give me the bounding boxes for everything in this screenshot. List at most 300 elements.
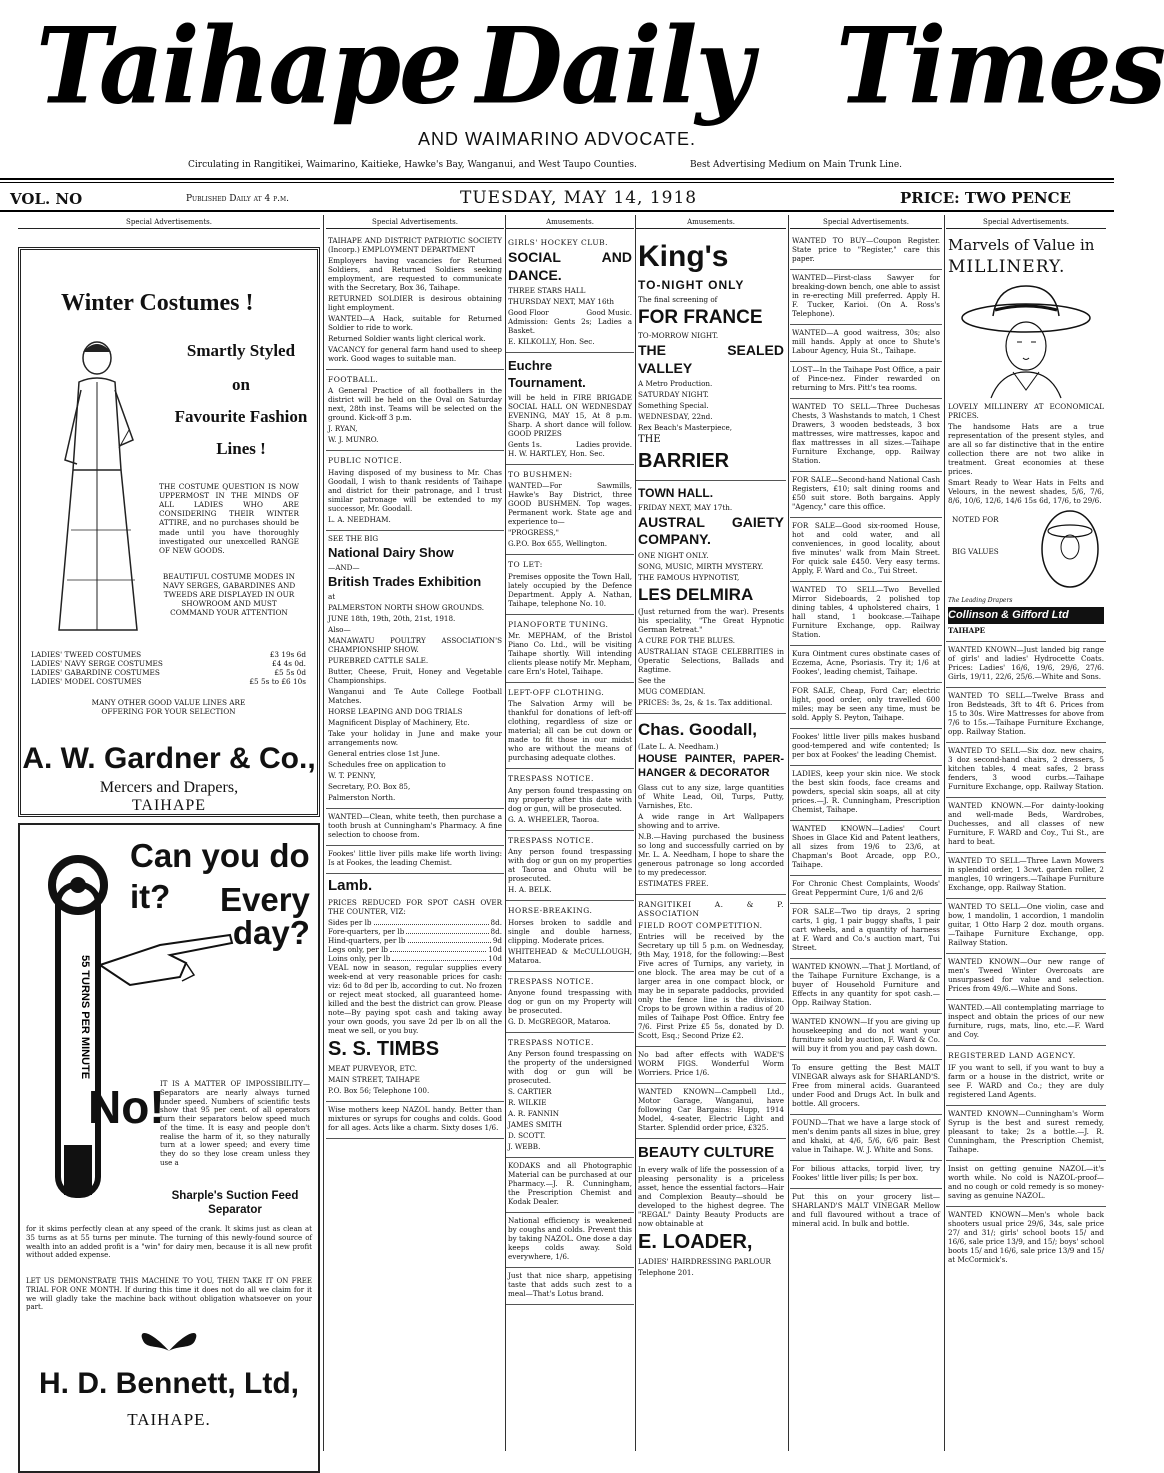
ad-heading: HOUSE PAINTER, PAPER-HANGER & DECORATOR [638, 753, 784, 779]
ad-text: WEDNESDAY, 22nd. [638, 412, 713, 422]
ad-text: WANTED—First-class Sawyer for breaking-down bench, one able to assist in re-erecting Mill preferred. Apply H. F. Tucker, Karioi. (On A. Ross's Telephone). [792, 273, 940, 318]
price-row: LADIES' GABARDINE COSTUMES £5 5s 0d [31, 668, 306, 678]
ad-tagline: Lines ! [216, 439, 266, 458]
column-heading: Special Advertisements. [790, 215, 942, 229]
rangitikei-ap-ad [636, 895, 786, 1047]
ad-text: P.O. Box 56; Telephone 100. [328, 1086, 430, 1095]
masthead-title-taihape: Taihape [36, 4, 461, 128]
classified-ad [946, 1000, 1106, 1046]
ad-text: Entries will be received by the Secretary up till 5 p.m. on Wednesday, 9th May, 1918, for the following:—Best Five acres of Turnips, any variety, in one block. The area may be cut of a larger area in one compact block, or may be in separate paddocks, provided only the fence line is the division. Crops to be grown within a radius of 20 miles of Taihape Post Office. Entry fee 7/6. First Prize £5 5s, donated by D. Scott, Esq.; Second Prize £2. [638, 931, 784, 1040]
ad-text: ESTIMATES FREE. [638, 878, 709, 888]
ad-tagline: Smartly Styled [186, 341, 296, 360]
column-divider [788, 215, 789, 1451]
ad-text: Fookes' little liver pills make life worth living: Is at Fookes, the leading Chemist. [328, 849, 502, 868]
costume-price-list [31, 650, 306, 686]
ad-text: Horses broken to saddle and single and double harness, clipping. Moderate prices. [508, 917, 632, 945]
ad-text: THURSDAY NEXT, MAY 16th [508, 297, 615, 307]
ad-text: WANTED KNOWN.—For dainty-looking and well-made Beds, Wardrobes, Duchesses, and all classes of new Furniture, F. WARD and Coy., Tui St., are hard to beat. [948, 801, 1104, 847]
classified-ad [946, 743, 1106, 798]
column-2 [326, 215, 504, 1451]
piano-tuning-ad [506, 615, 634, 683]
film-title: BARRIER [638, 449, 730, 472]
price-row: Loins only, per lb 10d [328, 954, 502, 963]
ad-text-row: Gents 1s. Ladies provide. [508, 439, 632, 449]
noted-for-block [948, 507, 1104, 597]
ad-text: Also— [328, 625, 351, 635]
public-notice-ad [326, 451, 504, 530]
millinery-ad [946, 233, 1106, 642]
ad-signature: JAMES SMITH [508, 1120, 563, 1130]
ad-text: General entries close 1st June. [328, 749, 440, 759]
ad-text: WANTED—For Sawmills, Hawke's Bay District, three GOOD BUSHMEN. Top wages. Permanent work. State age and experience to— [508, 481, 632, 527]
ad-text: The Salvation Army will be thankful for donations of left-off clothing, regardless of size or material; all can be cut down or made to fit those in our midst who are without the means of purchasing adequate clothes. [508, 699, 632, 763]
advertiser-town: TAIHAPE. [127, 1410, 211, 1429]
classified-ad [946, 1207, 1106, 1270]
ad-signature: "PROGRESS," [508, 528, 559, 538]
ad-heading: TOWN HALL. [638, 485, 714, 500]
ad-text: WANTED—A good waitress, 30s; also mill hands. Apply at once to Shute's Labour Agency, Huia St., Taihape. [792, 328, 940, 355]
ad-heading: FIELD ROOT COMPETITION. [638, 920, 763, 930]
ad-text: Wise mothers keep NAZOL handy. Better than mixtures or syrups for coughs and colds. Good for all ages. Acts like a charm. Sixty doses 1/6. [328, 1105, 502, 1132]
ad-text: For Chronic Chest Complaints, Woods' Great Peppermint Cure, 1/6 and 2/6 [792, 879, 940, 897]
svg-text:55 TURNS PER MINUTE: 55 TURNS PER MINUTE [79, 955, 91, 1080]
ad-text: Just that nice sharp, appetising taste that adds such zest to a meal—That's Lotus brand. [508, 1271, 632, 1299]
circulation-line: Circulating in Rangitikei, Waimarino, Kaitieke, Hawke's Bay, Wanganui, and West Taupo Counties. [188, 160, 637, 170]
patriotic-society-ad [326, 233, 504, 370]
ad-text: Any person found trespassing on my property after this date with dog or gun, will be prosecuted. [508, 785, 632, 813]
lamb-ad [326, 874, 504, 1102]
ad-signature: R. WILKIE [508, 1098, 547, 1108]
ad-text: MANAWATU POULTRY ASSOCIATION'S CHAMPIONSHIP SHOW. [328, 636, 502, 655]
football-ad [326, 370, 504, 451]
ad-text: Admission: Gents 2s; Ladies a Basket. [508, 317, 632, 336]
ad-heading: TRESPASS NOTICE. [508, 774, 594, 784]
column-heading: Special Advertisements. [326, 215, 504, 229]
hat-lady-illustration [951, 280, 1101, 400]
lady-portrait-icon [1040, 509, 1100, 589]
ad-body: IT IS A MATTER OF IMPOSSIBILITY—Separators are nearly always turned under speed. Numbers of scientific tests show that 95 per cent. of all operators turn their separators below speed much of the time. It is easy and people don't realise the harm of it, so they naturally turn at a lower speed; and every time they do so they lose cream unless they use a [160, 1080, 310, 1167]
classified-ad [946, 954, 1106, 1000]
advertiser-town: TAIHAPE [948, 626, 986, 636]
ad-text: WANTED—A Hack, suitable for Returned Soldier to ride to work. [328, 314, 502, 332]
price-row: LADIES' NAVY SERGE COSTUMES £4 4s 0d. [31, 659, 306, 669]
ad-text: NOTED FOR [952, 515, 999, 524]
ad-body-modes: BEAUTIFUL COSTUME MODES IN NAVY SERGES, GABARDINES AND TWEEDS ARE DISPLAYED IN OUR SHOWROOM AND MUST COMMAND YOUR ATTENTION [162, 572, 296, 618]
classified-ad [790, 362, 942, 399]
ad-text: THREE STARS HALL [508, 286, 586, 296]
ad-signature: D. SCOTT. [508, 1131, 546, 1141]
kodaks-ad [506, 1158, 634, 1213]
ad-headline: Can you do it? [130, 837, 310, 916]
campbell-garage-ad [636, 1084, 786, 1139]
ad-text: In every walk of life the possession of a pleasing personality is a priceless asset, hence the essential factors—Hair and Complexion Beauty—should be developed to the highest degree. The "REGAL" Dainty Beauty Products are now obtainable at [638, 1164, 784, 1228]
ad-text: Magnificent Display of Machinery, Etc. [328, 718, 470, 728]
column-divider [323, 215, 324, 1451]
masthead [0, 0, 1164, 186]
ad-heading: TRESPASS NOTICE. [508, 835, 594, 845]
fookes-ad [326, 846, 504, 874]
classified-ad [790, 683, 942, 729]
classified-ad [790, 646, 942, 683]
ad-text: N.B.—Having purchased the business so long and successfully carried on by Mr. L. A. Needham, I hope to share the generous patronage so long accorded to my predecessor. [638, 831, 784, 877]
classified-ad [946, 642, 1106, 688]
ad-signature: L. A. NEEDHAM. [328, 514, 391, 524]
separator-crank-illustration [30, 845, 140, 1205]
column-1 [18, 215, 320, 1451]
ad-text: A wide range in Art Wallpapers showing and to arrive. [638, 811, 784, 830]
ad-text: LOST—In the Taihape Post Office, a pair of Pince-nez. Finder rewarded on returning to Mrs. Pitt's tea rooms. [792, 365, 940, 392]
ad-heading: REGISTERED LAND AGENCY. [948, 1051, 1076, 1061]
goodall-painter-ad [636, 714, 786, 895]
ad-heading: HORSE-BREAKING. [508, 906, 593, 916]
price-row: LADIES' TWEED COSTUMES £3 19s 6d [31, 650, 306, 659]
ad-headline: Marvels of Value in [948, 236, 1095, 254]
ad-signature: H. A. BELK. [508, 885, 552, 895]
performer-name: LES DELMIRA [638, 584, 754, 604]
ad-text: WANTED KNOWN.—That J. Mortland, of the Taihape Furniture Exchange, is a buyer of Household Furniture and Effects in any quantity for spot cash.—Opp. Railway Station. [792, 962, 940, 1007]
issue-date: TUESDAY, MAY 14, 1918 [460, 188, 698, 208]
advertiser-name: S. S. TIMBS [328, 1038, 440, 1060]
hockey-dance-ad [506, 233, 634, 353]
published-daily: Published Daily at 4 p.m. [186, 194, 289, 204]
ad-signature: J. RYAN, [328, 424, 358, 434]
town-hall-ad [636, 481, 786, 714]
ad-text: Anyone found trespassing with dog or gun on my Property will be prosecuted. [508, 987, 632, 1015]
ad-no: No! [88, 1081, 165, 1133]
classified-ad [946, 688, 1106, 743]
ad-text: SONG, MUSIC, MIRTH MYSTERY. [638, 561, 764, 571]
ad-text: FOR SALE—Good six-roomed House, hot and cold water, and all conveniences, in good locality, about five minutes' walk from Main Street. For quick sale £450. Very easy terms. Apply, F. Ward and Co., Tui Street. [792, 521, 940, 575]
ad-title: BEAUTY CULTURE [638, 1143, 775, 1161]
price-row: Legs only, per lb 10d [328, 945, 502, 954]
column-6 [946, 215, 1106, 1451]
ad-text: See the [638, 676, 666, 685]
ad-headline: Winter Costumes ! [61, 290, 254, 316]
ornament-divider-icon [20, 1325, 318, 1355]
ad-text: WANTED—Clean, white teeth, then purchase a tooth brush at Cunningham's Pharmacy. A fine selection to choose from. [328, 812, 502, 840]
ad-text: (Late L. A. Needham.) [638, 742, 719, 752]
ad-text: Kura Ointment cures obstinate cases of Eczema, Acne, Psoriasis. Try it; 1/6 at Fookes', leading chemist, Taihape. [792, 649, 940, 676]
ad-text: The handsome Hats are a true representation of the present styles, and are all so far distinctive that in the entire collection there are not two alike in treatment. Great economies at these prices. [948, 422, 1104, 476]
ad-text: WANTED TO BUY—Coupon Register. State price to "Register," care this paper. [792, 236, 940, 263]
dairy-show-ad [326, 531, 504, 810]
ad-text: JUNE 18th, 19th, 20th, 21st, 1918. [328, 614, 456, 624]
column-divider [944, 215, 945, 1451]
nazol-ad [506, 1213, 634, 1268]
classified-ad [946, 1161, 1106, 1207]
ad-heading: PIANOFORTE TUNING. [508, 619, 609, 629]
ad-body: THE COSTUME QUESTION IS NOW UPPERMOST IN THE MINDS OF ALL LADIES WHO ARE CONSIDERING THEIR WINTER ATTIRE, and no purchases should be made until you have thoroughly investigated our unexcelled RANGE OF NEW GOODS. [159, 482, 299, 555]
ad-text: Employers having vacancies for Returned Soldiers, and Returned Soldiers seeking employment, are requested to communicate with the Secretary, Box 36, Taihape. [328, 256, 502, 292]
classified-ad [790, 399, 942, 472]
price-row: Fore-quarters, per lb 8d. [328, 927, 502, 936]
ad-text: FOR SALE—Second-hand National Cash Registers, £10; salt dining rooms and £50 suit store. Both bargains. Apply "Agency," care this office. [792, 475, 940, 511]
ad-heading: TO BUSHMEN: [508, 469, 573, 479]
ad-text: WANTED TO SELL—Twelve Brass and Iron Bedsteads, 3ft to 4ft 6. Prices from 15 to 30s. Wire Mattresses for above from 7/6 to 15s.—Taihape Furniture Exchange, opp. Railway Station. [948, 691, 1104, 737]
column-4 [636, 215, 786, 1451]
column-heading: Amusements. [636, 215, 786, 229]
masthead-rule [0, 178, 1114, 180]
pointing-hand-illustration [90, 905, 240, 995]
classified-ad [790, 876, 942, 904]
ad-text: MAIN STREET, TAIHAPE [328, 1075, 420, 1084]
horse-breaking-ad [506, 901, 634, 971]
ad-text: LOVELY MILLINERY AT ECONOMICAL PRICES. [948, 402, 1104, 420]
ad-text: (Just returned from the war). Presents his speciality, "The Great Hypnotic German Retreat." [638, 607, 784, 634]
ad-signature: WHITEHEAD & McCULLOUGH, Mataroa. [508, 946, 632, 965]
ad-text: Butter, Cheese, Fruit, Honey and Vegetable Championships. [328, 667, 502, 686]
advertiser-trade: Mercers and Drapers, [99, 779, 239, 796]
ad-text: LADIES' HAIRDRESSING PARLOUR [638, 1256, 771, 1266]
ad-text: FOR SALE—Two tip drays, 2 spring carts, 1 gig, 1 pair buggy shafts, 1 pair cart wheels, and a quantity of harness at F. Ward and Co.'s auction mart, Tui Street. [792, 907, 940, 952]
euchre-ad [506, 353, 634, 465]
info-rule [0, 210, 1114, 212]
ad-heading: RANGITIKEI A. & P. ASSOCIATION [638, 899, 784, 919]
ad-text: Premises opposite the Town Hall, lately occupied by the Defence Department. Apply A. Nathan, Taihape, telephone No. 10. [508, 571, 632, 608]
ad-text: —AND— [328, 563, 360, 572]
ad-heading: PUBLIC NOTICE. [328, 456, 403, 466]
clothing-ad [506, 683, 634, 769]
ad-heading: TO LET: [508, 560, 543, 570]
price-row: LADIES' MODEL COSTUMES £5 5s to £6 10s [31, 677, 306, 687]
ad-text: VEAL now in season, regular supplies every week-end at very reasonable prices for cash: viz: 6d to 8d per lb, according to cut. No frozen or reject meat stocked, all guaranteed home-killed and the best the district can grow. Please note—By paying spot cash and taking away your own goods, you save 2d per lb on all the meat we sell, or you buy. [328, 963, 502, 1035]
masthead-rule-thin [0, 182, 1114, 183]
ad-text: PRICES: 3s, 2s, & 1s. Tax additional. [638, 698, 773, 707]
ad-text: WANTED TO SELL—Two Bevelled Mirror Sideboards, 2 polished top dining tables, 4 upholstered chairs, 1 hall stand, 1 bookcase.—Taihape Furniture Exchange, opp. Railway Station. [792, 585, 940, 639]
advertiser-name: H. D. Bennett, Ltd, [39, 1367, 299, 1400]
ad-tagline: Favourite Fashion [174, 407, 308, 426]
price-row: Sides per lb 8d. [328, 918, 502, 927]
ad-text: WANTED KNOWN—Just landed big range of girls' and ladies' Hydrocette Coats. Prices: Ladies' 16/6, 19/6, 29/6, 27/6. Girls, 19/11, 22/6, 25/6.—White and Sons. [948, 645, 1104, 682]
ad-text: PRICES REDUCED FOR SPOT CASH OVER THE COUNTER, VIZ: [328, 898, 502, 916]
ad-text: A Metro Production. [638, 379, 713, 389]
to-let-ad [506, 555, 634, 614]
ad-signature: W. T. PENNY, [328, 771, 376, 781]
trespass-notice [506, 831, 634, 901]
ad-text: Put this on your grocery list—SHARLAND'S MALT VINEGAR Mellow and full flavoured without a trace of mineral acid. In bulk and bottle. [792, 1192, 940, 1228]
ad-text: A CURE FOR THE BLUES. [638, 636, 736, 645]
ad-text: National efficiency is weakened by coughs and colds. Prevent this by taking NAZOL. One dose a day keeps colds away. Sold everywhere, 1/6. [508, 1216, 632, 1262]
ad-more-lines: MANY OTHER GOOD VALUE LINES ARE OFFERING FOR YOUR SELECTION [91, 698, 246, 717]
masthead-subtitle: AND WAIMARINO ADVOCATE. [417, 129, 697, 149]
classified-ad [790, 1189, 942, 1234]
ad-text: LADIES, keep your skin nice. We stock the best skin foods, face creams and powders, special skin soaps, all at city prices.—J. R. Cunningham, Prescription Chemist, Taihape. [792, 769, 940, 814]
ad-text: FOR SALE, Cheap, Ford Car; electric light, good order, only travelled 600 miles; may be seen any time, must be sold. Apply S. Peyton, Taihape. [792, 686, 940, 722]
ad-text: THE FAMOUS HYPNOTIST, [638, 572, 740, 582]
ad-text-row: Good Floor Good Music. [508, 308, 632, 318]
classified-ad [946, 1106, 1106, 1161]
classified-ad [790, 518, 942, 582]
ad-heading: TO-NIGHT ONLY [638, 277, 745, 292]
trespass-notice [506, 1033, 634, 1158]
masthead-title-times: Times [836, 4, 1164, 128]
ad-text: For bilious attacks, torpid liver, try Fookes' little liver pills; Is per box. [792, 1164, 940, 1182]
ad-text: WANTED TO SELL—Three Lawn Mowers in splendid order, 1 3cwt. garden roller, 2 mangles, 10 wringers.—Taihape Furniture Exchange, opp. Railway Station. [948, 856, 1104, 893]
advertiser-name: A. W. Gardner & Co., [22, 742, 316, 775]
product-name: Sharple's Suction Feed Separator [171, 1190, 299, 1217]
ad-text: SATURDAY NIGHT. [638, 390, 709, 400]
classified-ad [946, 798, 1106, 853]
issue-info-bar [0, 186, 1114, 212]
toothbrush-ad [326, 809, 504, 846]
ad-text: RETURNED SOLDIER is desirous obtaining light employment. [328, 294, 502, 312]
ad-heading: TRESPASS NOTICE. [508, 976, 594, 986]
best-medium-line: Best Advertising Medium on Main Trunk Line. [690, 160, 903, 170]
ad-text: Any Person found trespassing on the property of the undersigned with dog or gun will be prosecuted. [508, 1049, 632, 1086]
column-heading: Amusements. [506, 215, 634, 229]
ad-text: WANTED.—All contemplating marriage to inspect and obtain the prices of our new furniture, rugs, mats, lino, etc.—F. Ward and Coy. [948, 1003, 1104, 1040]
ad-text: TO-MORROW NIGHT. [638, 331, 719, 341]
classified-ad [790, 959, 942, 1014]
ad-text: SEE THE BIG [328, 533, 379, 543]
ad-text: Returned Soldier wants light clerical work. [328, 334, 486, 343]
ad-headline-every: Every day? [220, 881, 310, 951]
classified-ad [790, 1060, 942, 1115]
ad-text: The Leading Drapers [948, 597, 1013, 604]
classified-ad [946, 899, 1106, 954]
worm-figs-ad [636, 1047, 786, 1084]
ad-text: Rex Beach's Masterpiece, [638, 423, 733, 433]
film-title: FOR FRANCE [638, 306, 763, 328]
ad-signature: G. A. WHEELER, Taoroa. [508, 814, 600, 824]
ad-signature: G.P.O. Box 655, Wellington. [508, 539, 608, 549]
ad-signature: H. W. HARTLEY, Hon. Sec. [508, 448, 605, 458]
ad-text: WANTED KNOWN—Our new range of men's Tweed Winter Overcoats are unsurpassed for value and selection. Prices from 49/6.—White and Sons. [948, 957, 1104, 994]
ad-text: Something Special. [638, 401, 709, 411]
classified-ad [946, 853, 1106, 899]
nazol-ad [326, 1102, 504, 1139]
lady-costume-illustration [41, 330, 161, 650]
issue-price: PRICE: TWO PENCE [900, 189, 1071, 207]
advertiser-name: Chas. Goodall, [638, 720, 758, 739]
ad-signature: Secretary, P.O. Box 85, [328, 782, 411, 792]
ad-text: No bad after effects with WADE'S WORM FIGS. Wonderful Worm Worriers. Price 1/6. [638, 1049, 784, 1077]
trespass-notice [506, 972, 634, 1033]
advertiser-name: E. LOADER, [638, 1230, 753, 1253]
ad-text: Schedules free on application to [328, 760, 446, 770]
ad-heading: British Trades Exhibition [328, 574, 482, 589]
ad-signature: Palmerston North. [328, 793, 396, 803]
volume-number: VOL. NO [10, 190, 83, 208]
ad-text: AUSTRALIAN STAGE CELEBRITIES in Operatic Selections, Ballads and Ragtime. [638, 647, 784, 674]
ad-text: THE [638, 434, 661, 446]
ad-title: AUSTRAL GAIETY COMPANY. [638, 513, 784, 548]
ad-text: at [328, 592, 336, 602]
ad-text: WANTED KNOWN—If you are giving up housekeeping and do not want your furniture sold by auction, F. Ward & Co. will buy it from you and pay cash down. [792, 1017, 940, 1053]
ad-text: Glass cut to any size, large quantities of White Lead, Oil, Turps, Putty, Varnishes, Etc. [638, 782, 784, 810]
advertiser-name: Collinson & Gifford Ltd [948, 607, 1104, 625]
ad-text: WANTED KNOWN—Campbell Ltd., Motor Garage, Wanganui, have following Car Bargains: Hupp, 1914 Model, 4-seater, Electric Light and Starter. Splendid order price, £325. [638, 1086, 784, 1132]
ad-text: HORSE LEAPING AND DOG TRIALS [328, 707, 463, 717]
ad-signature: G. D. McGREGOR, Mataroa. [508, 1016, 611, 1026]
column-3 [506, 215, 634, 1451]
ad-signature: W. J. MUNRO. [328, 435, 379, 445]
column-5 [790, 215, 942, 1451]
ad-text: MUG COMEDIAN. [638, 687, 706, 696]
ad-signature: A. R. FANNIN [508, 1109, 559, 1119]
ad-text: FRIDAY NEXT, MAY 17th. [638, 502, 733, 512]
ad-heading: FOOTBALL. [328, 375, 379, 384]
classified-ad [790, 325, 942, 362]
ad-signature: S. CARTIER [508, 1087, 552, 1097]
ad-text: To ensure getting the Best MALT VINEGAR always ask for SHARLAND'S. Free from mineral acids. Guaranteed under Food and Drugs Act. In bulk and bottle. All grocers. [792, 1063, 940, 1108]
classified-ad [790, 270, 942, 325]
classified-ad [790, 1115, 942, 1161]
gardner-costumes-ad [18, 247, 320, 817]
column-heading: Special Advertisements. [946, 215, 1106, 229]
ad-text: FOUND—That we have a large stock of men's denim pants all sizes in blue, grey and khaki, at 4/6, 5/6, 6/6 pair. Best value in Taihape. W. J. White and Sons. [792, 1118, 940, 1154]
advertiser-town: TAIHAPE [131, 797, 207, 814]
ad-heading: TAIHAPE AND DISTRICT PATRIOTIC SOCIETY (Incorp.) EMPLOYMENT DEPARTMENT [328, 236, 502, 254]
ad-text: WANTED TO SELL—Three Duchesas Chests, 3 Washstands to match, 1 Chest Drawers, 3 wooden bedsteads, 3 box mattresses, wire mattresses, kapoc and flax mattresses in all sizes.—Taihape Furniture Exchange, opp. Railway Station. [792, 402, 940, 465]
ad-signature: E. KILKOLLY, Hon. Sec. [508, 337, 595, 347]
ad-heading: GIRLS' HOCKEY CLUB. [508, 238, 609, 247]
lotus-ad [506, 1268, 634, 1305]
ad-text: WANTED KNOWN—Men's whole back shooters usual price 29/6, 34s, sale price 27/ and 31/; girls' school boots 15/ and 16/6, sale price 13/9, and 15/; boys' school boots 15/ and 16/6, sale price 13/9 and 15/ at McCormick's. [948, 1209, 1104, 1264]
classified-ad [790, 1161, 942, 1189]
ad-text: MEAT PURVEYOR, ETC. [328, 1064, 418, 1073]
land-agency-ad [946, 1046, 1106, 1105]
price-row: Hind-quarters, per lb 9d [328, 936, 502, 945]
ad-text: Take your holiday in June and make your arrangements now. [328, 729, 502, 748]
film-title: THE SEALED VALLEY [638, 342, 784, 376]
ad-text: Insist on getting genuine NAZOL—it's worth while. No cold is NAZOL-proof—and no cough or cold remedy is so money-saving as genuine NAZOL. [948, 1163, 1104, 1200]
ad-heading: TRESPASS NOTICE. [508, 1037, 594, 1047]
ad-heading: National Dairy Show [328, 544, 454, 560]
ad-text: Mr. MEPHAM, of the Bristol Piano Co. Ltd., will be visiting Taihape shortly. Will intending clients please notify Mr. Mepham, care Ern's Hotel, Taihape. [508, 631, 632, 676]
bushmen-ad [506, 465, 634, 555]
ad-text: WANTED KNOWN—Cunningham's Worm Syrup is the best and surest remedy, pleasant to take; 2s a bottle.—J. R. Cunningham, the Prescription Chemist, Taihape. [948, 1108, 1104, 1154]
ad-headline: MILLINERY. [948, 256, 1066, 277]
ad-text: VACANCY for general farm hand used to sheep work. Good wages to suitable man. [328, 345, 502, 363]
ad-text: The final screening of [638, 294, 718, 304]
ad-text: Any person found trespassing with dog or gun on my properties at Taoroa and Ohutu will be prosecuted. [508, 847, 632, 884]
beauty-culture-ad [636, 1139, 786, 1283]
theatre-name: King's [638, 240, 729, 273]
ad-text: PUREBRED CATTLE SALE. [328, 656, 429, 666]
column-heading: Special Advertisements. [18, 215, 320, 229]
ad-text: KODAKS and all Photographic Material can be purchased at our Pharmacy.—J. R. Cunningham, the Prescription Chemist and Kodak Dealer. [508, 1161, 632, 1207]
masthead-title-daily: Daily [476, 4, 752, 128]
classified-ad [790, 1014, 942, 1060]
ad-text: WANTED TO SELL—One violin, case and bow, 1 mandolin, 1 accordion, 1 mandolin guitar, 1 Otto Harp 2 doz. mouth organs.—Taihape Furniture Exchange, opp. Railway Station. [948, 902, 1104, 948]
ad-tagline: on [232, 375, 250, 394]
ad-text: will be held in FIRE BRIGADE SOCIAL HALL ON WEDNESDAY EVENING, MAY 15, At 8 p.m. Sharp. A short dance will follow. GOOD PRIZES [508, 392, 632, 438]
ad-text: IF you want to sell, if you want to buy a farm or a house in the district, write or see F. WARD and Co.; they are duly registered Land Agents. [948, 1062, 1104, 1099]
ad-text: PALMERSTON NORTH SHOW GROUNDS. [328, 603, 485, 613]
ad-body-2: for it skims perfectly clean at any speed of the crank. It skims just as clean at 35 turns as at 55 turns per minute. The turning of this newly-found source of wealth into an added profit is a "win" for dairy men, because it is all new profit without added expense. [26, 1225, 312, 1260]
kings-theatre-ad [636, 233, 786, 481]
ad-text: Fookes' little liver pills makes husband good-tempered and wife contented; Is per box at Fookes' the leading Chemist. [792, 732, 940, 759]
classified-ad [790, 233, 942, 270]
ad-text: A General Practice of all footballers in the district will be held on the Oval on Saturday next, 28th inst. Teams will be selected on the ground. Kick-off 3 p.m. [328, 386, 502, 423]
ad-demo: LET US DEMONSTRATE THIS MACHINE TO YOU, THEN TAKE IT ON FREE TRIAL FOR ONE MONTH. If during this time it does not do all we claim for it we will gladly take the machine back without obligation whatsoever on your part. [26, 1277, 312, 1312]
ad-text: Telephone 201. [638, 1267, 694, 1277]
classified-ad [790, 729, 942, 766]
ad-text: Wanganui and Te Aute College Football Matches. [328, 687, 502, 706]
classified-ad [790, 904, 942, 959]
classified-ad [790, 821, 942, 876]
trespass-notice [506, 769, 634, 830]
ad-heading: LEFT-OFF CLOTHING. [508, 688, 605, 697]
classified-ad [790, 472, 942, 518]
bennett-separator-ad [18, 823, 320, 1473]
ad-heading: Lamb. [328, 877, 373, 895]
ad-text: Smart Ready to Wear Hats in Felts and Velours, in the newest shades, 5/6, 7/6, 8/6, 10/6, 12/6, 14/6 15s 6d, 17/6, to 29/6. [948, 478, 1104, 505]
classified-ad [790, 582, 942, 646]
ad-text: Having disposed of my business to Mr. Chas Goodall, I wish to thank residents of Taihape and district for their patronage, and I trust similar patronage will be extended to my successor, Mr. Goodall. [328, 467, 502, 513]
ad-text: WANTED KNOWN—Ladies' Court Shoes in Glace Kid and Patent leathers, all sizes from 19/6 to 23/6, at Chapman's Boot Arcade, opp P.O., Taihape. [792, 824, 940, 869]
